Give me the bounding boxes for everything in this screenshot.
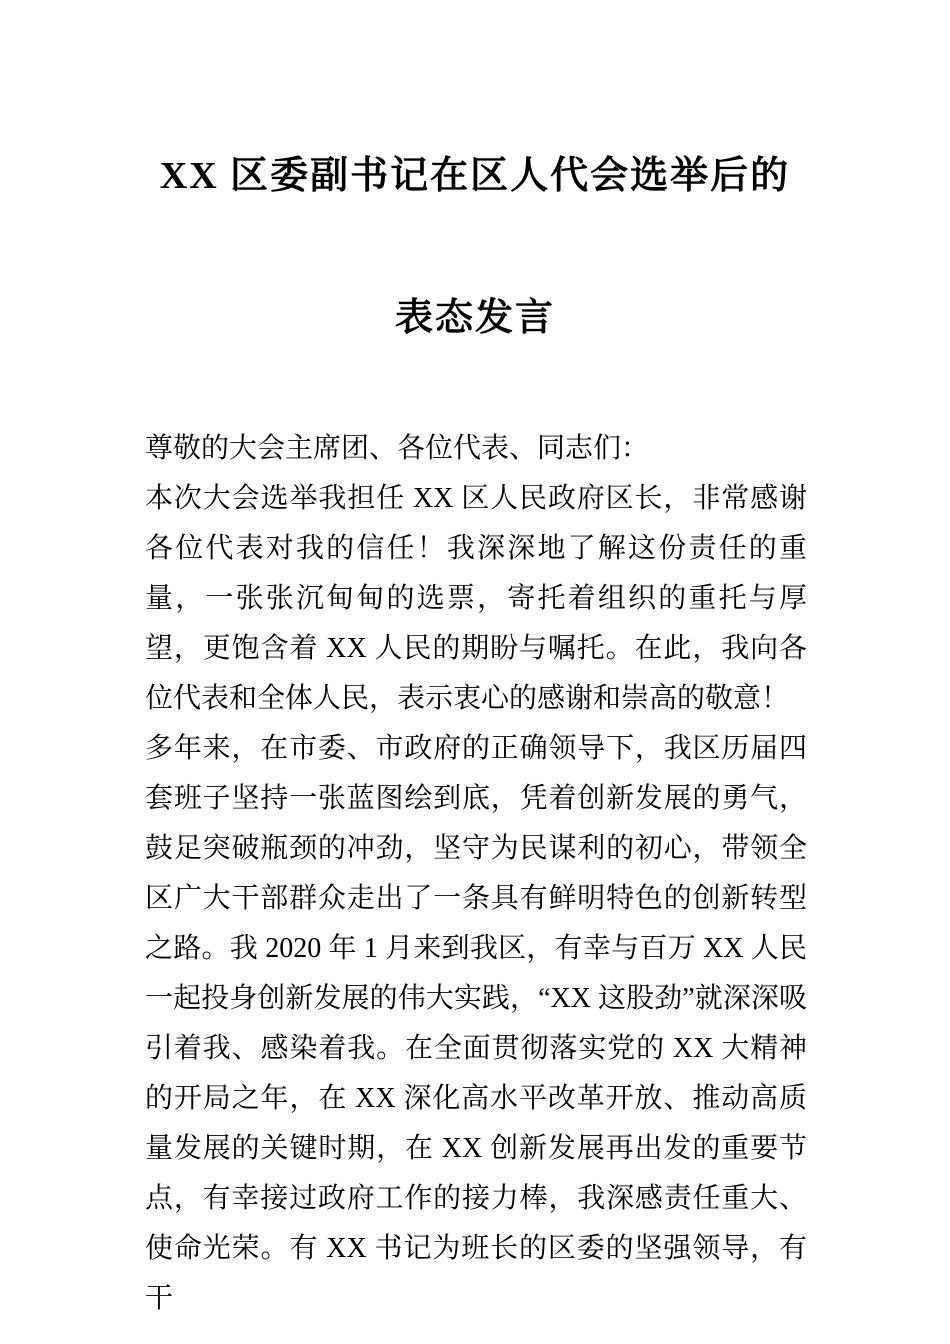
document-title	[0, 105, 950, 389]
title-line-1: XX 区委副书记在区人代会选举后的	[159, 155, 791, 197]
document-body	[145, 424, 807, 1324]
paragraph-history: 多年来，在市委、市政府的正确领导下，我区历届四套班子坚持一张蓝图绘到底，凭着创新发展的勇气，鼓足突破瓶颈的冲劲，坚守为民谋利的初心，带领全区广大干部群众走出了一条具有鲜明特色的创新转型之路。我 2020 年 1 月来到我区，有幸与百万 XX 人民一起投身创新发展的伟大实践，“XX 这股劲”就深深吸引着我、感染着我。在全面贯彻落实党的 XX 大精神的开局之年，在 XX 深化高水平改革开放、推动高质量发展的关键时期，在 XX 创新发展再出发的重要节点，有幸接过政府工作的接力棒，我深感责任重大、使命光荣。有 XX 书记为班长的区委的坚强领导，有干	[145, 733, 807, 1314]
title-line-2: 表态发言	[394, 297, 555, 339]
paragraph-thanks: 本次大会选举我担任 XX 区人民政府区长，非常感谢各位代表对我的信任！我深深地了解这份责任的重量，一张张沉甸甸的选票，寄托着组织的重托与厚望，更饱含着 XX 人民的期盼与嘱托。在此，我向各位代表和全体人民，表示衷心的感谢和崇高的敬意！	[145, 483, 807, 714]
salutation-line: 尊敬的大会主席团、各位代表、同志们：	[145, 433, 650, 464]
